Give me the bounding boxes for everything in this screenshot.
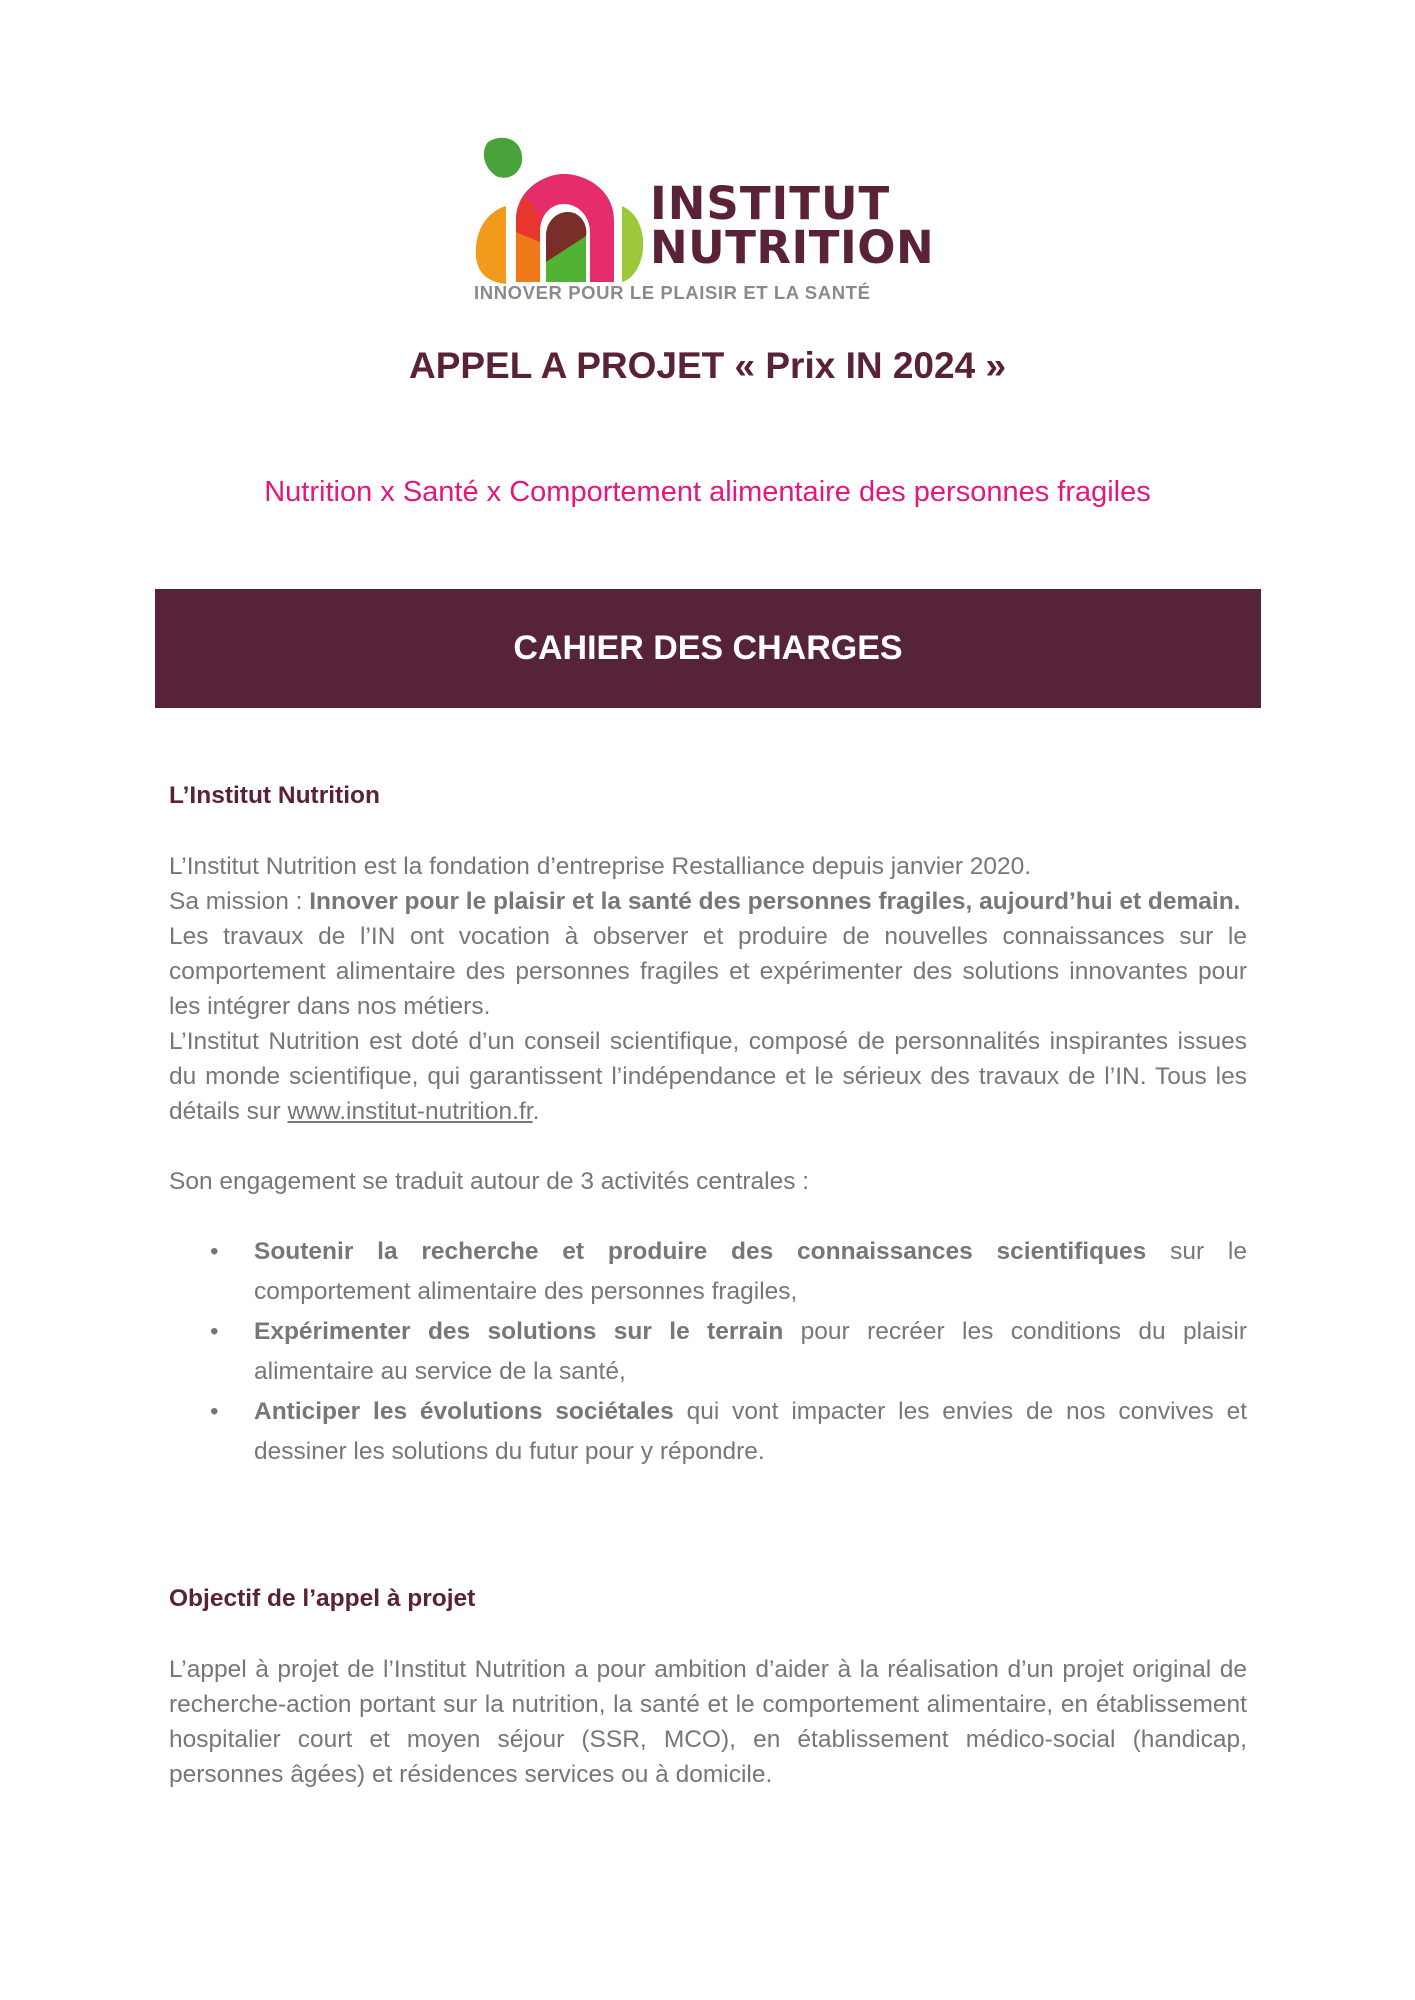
apple-logo-icon	[474, 132, 644, 292]
list-item	[169, 1392, 1247, 1472]
mission-statement: Innover pour le plaisir et la santé des personnes fragiles, aujourd’hui et demain.	[309, 888, 1241, 915]
engagement-intro: Son engagement se traduit autour de 3 activités centrales :	[169, 1168, 810, 1195]
website-link[interactable]: www.institut-nutrition.fr	[287, 1098, 533, 1125]
mission-prefix: Sa mission :	[169, 888, 310, 915]
bullet-text: qui vont impacter les envies de nos convives et dessiner les solutions du futur pour y répondre.	[254, 1398, 1248, 1465]
section-banner	[155, 589, 1261, 708]
page-title: APPEL A PROJET « Prix IN 2024 »	[408, 345, 1007, 386]
council-paragraph: L’Institut Nutrition est doté d’un conseil scientifique, composé de personnalités inspirantes issues du monde scientifique, qui garantissent l’indépendance et le sérieux des travaux de l’IN. Tous les détails sur	[169, 1028, 1247, 1125]
intro-line: L’Institut Nutrition est la fondation d’entreprise Restalliance depuis janvier 2020.	[169, 853, 1032, 880]
logo-line1: INSTITUT	[650, 177, 891, 230]
bullet-text: pour recréer les conditions du plaisir alimentaire au service de la santé,	[254, 1318, 1247, 1385]
institut-nutrition-logo	[474, 132, 934, 307]
intro-paragraph	[169, 849, 1247, 1129]
list-item	[169, 1312, 1247, 1392]
objectif-paragraph: L’appel à projet de l’Institut Nutrition a pour ambition d’aider à la réalisation d’un projet original de recherche-action portant sur la nutrition, la santé et le comportement alimentaire, en établissement hospitalier court et moyen séjour (SSR, MCO), en établissement médico-social (handicap, personnes âgées) et résidences services ou à domicile.	[169, 1656, 1247, 1788]
logo-line2: NUTRITION	[650, 221, 935, 274]
bullet-bold: Expérimenter des solutions sur le terrain	[254, 1318, 784, 1345]
section-heading-institut: L’Institut Nutrition	[169, 782, 380, 809]
bullet-text: sur le comportement alimentaire des personnes fragiles,	[254, 1238, 1247, 1305]
section-institut-body	[169, 849, 1247, 1472]
list-item	[169, 1232, 1247, 1312]
banner-label: CAHIER DES CHARGES	[513, 629, 903, 667]
period: .	[532, 1098, 540, 1125]
bullet-bold: Soutenir la recherche et produire des connaissances scientifiques	[254, 1238, 1147, 1265]
works-paragraph: Les travaux de l’IN ont vocation à observer et produire de nouvelles connaissances sur le comportement alimentaire des personnes fragiles et expérimenter des solutions innovantes pour les intégrer dans nos métiers.	[169, 923, 1247, 1020]
logo-tagline: INNOVER POUR LE PLAISIR ET LA SANTÉ	[474, 282, 871, 303]
activities-list	[169, 1232, 1247, 1472]
page-subtitle: Nutrition x Santé x Comportement alimentaire des personnes fragiles	[264, 476, 1151, 508]
section-heading-objectif: Objectif de l’appel à projet	[169, 1585, 476, 1612]
bullet-bold: Anticiper les évolutions sociétales	[254, 1398, 674, 1425]
logo-wordmark	[650, 177, 935, 274]
section-objectif-body	[169, 1652, 1247, 1792]
